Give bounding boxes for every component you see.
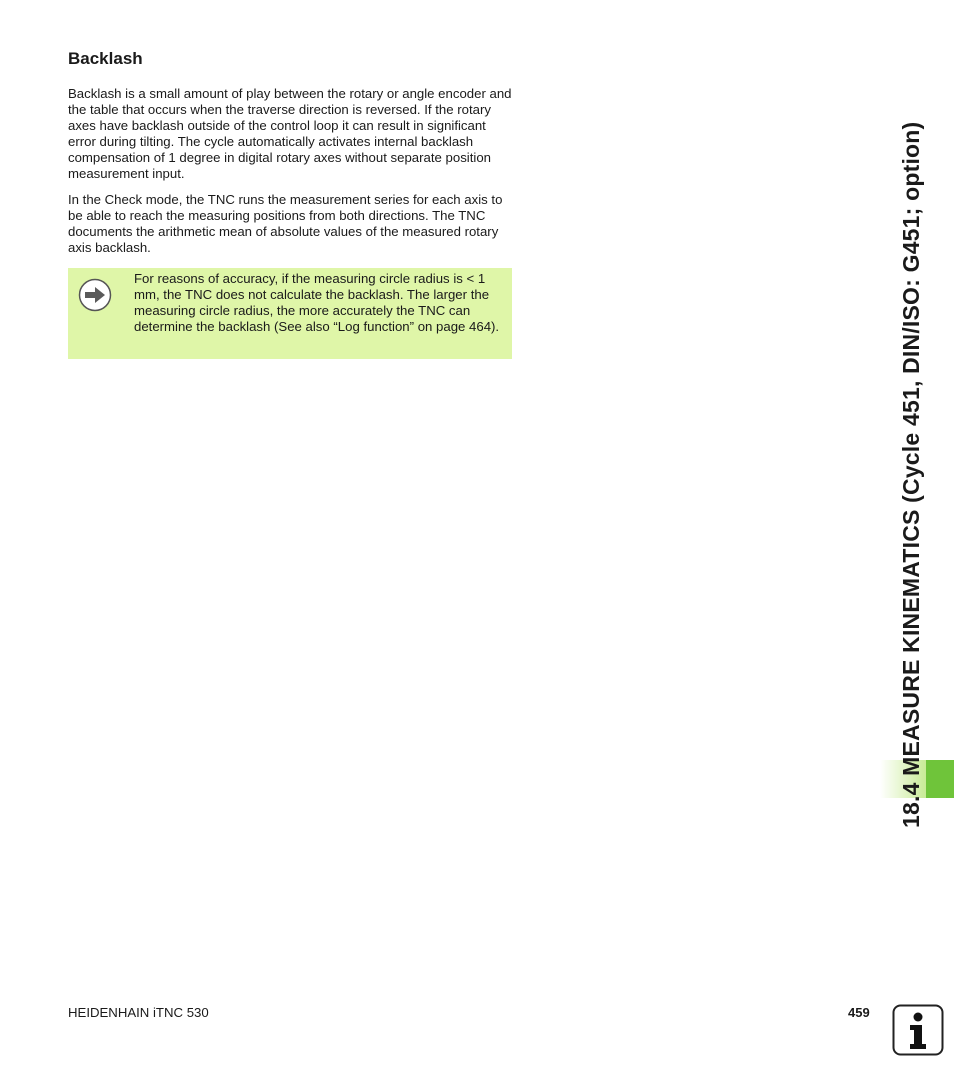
note-text: For reasons of accuracy, if the measuring circle radius is < 1 mm, the TNC does not calculate the backlash. The larger the measuring circle radius, the more accurately the TNC can determine the backlash (See also “Log function” on page 464). bbox=[134, 271, 500, 334]
chapter-tab bbox=[926, 760, 954, 798]
note-box bbox=[68, 268, 512, 359]
page-number: 459 bbox=[848, 1005, 870, 1020]
section-heading: Backlash bbox=[68, 49, 143, 68]
info-icon bbox=[892, 1004, 944, 1056]
body-paragraph: Backlash is a small amount of play between the rotary or angle encoder and the table that occurs when the traverse direction is reversed. If the rotary axes have backlash outside of the control loop it can result in significant error during tilting. The cycle automatically activates internal backlash compensation of 1 degree in digital rotary axes without separate position measurement input. bbox=[68, 86, 512, 181]
footer-product: HEIDENHAIN iTNC 530 bbox=[68, 1005, 209, 1020]
body-paragraph: In the Check mode, the TNC runs the measurement series for each axis to be able to reach the measuring positions from both directions. The TNC documents the arithmetic mean of absolute values of the measured rotary axis backlash. bbox=[68, 192, 503, 255]
running-header: 18.4 MEASURE KINEMATICS (Cycle 451, DIN/ISO: G451; option) bbox=[898, 121, 924, 828]
arrow-right-icon bbox=[78, 278, 112, 312]
